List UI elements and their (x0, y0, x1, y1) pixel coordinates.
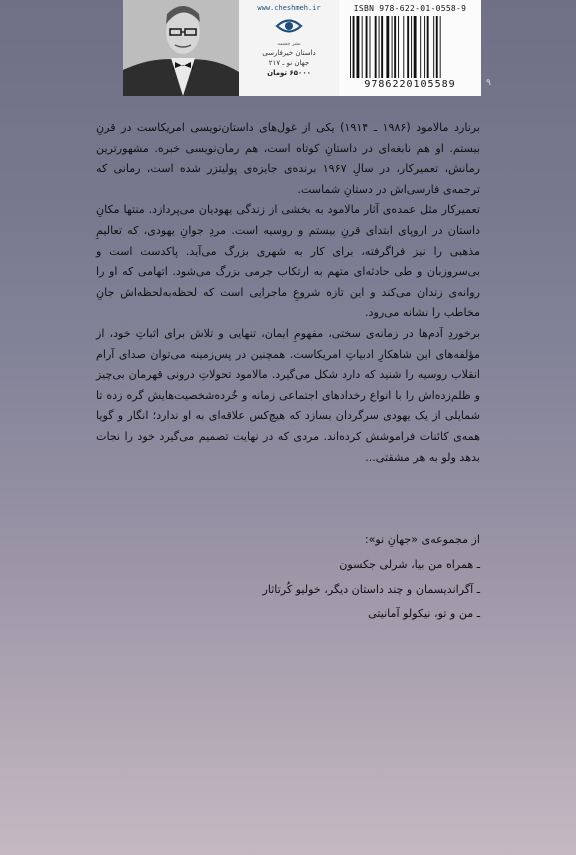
barcode-bar (381, 16, 383, 78)
series-item: ـ همراه من بیا، شرلی جکسون (339, 558, 480, 571)
barcode-digits: 9786220105589 (364, 79, 456, 90)
barcode-bar (414, 16, 417, 78)
barcode-bar (362, 16, 363, 78)
barcode-bar (398, 16, 399, 78)
barcode-block (339, 0, 481, 96)
barcode-bar (357, 16, 360, 78)
barcode-bar (436, 16, 438, 78)
barcode-bar (424, 16, 425, 78)
barcode-bar (386, 16, 389, 78)
series-genre: داستان خیرفارسی (262, 49, 316, 57)
publisher-name: نشر چشمه (277, 41, 301, 47)
publisher-block (239, 0, 339, 96)
spine-mark: ۹ (486, 78, 491, 88)
barcode-bar (440, 16, 441, 78)
description-paragraph-1: برنارد مالامود (۱۹۸۶ ـ ۱۹۱۴) یکی از غول‌های داستان‌نویسی امریکاست در قرنِ بیستم. او هم نابغه‌ای در داستانِ کوتاه است، هم رمان‌نویسی خبره. مشهورترین رمانش، تعمیرکار، در سالِ ۱۹۶۷ برنده‌ی جایزه‌ی پولیتزر شده است، رمانی که ترجمه‌ی فارسی‌اش در دستانِ شماست. (96, 121, 480, 196)
barcode-bar (375, 16, 377, 78)
barcode-bar (407, 16, 409, 78)
barcode-bar (394, 16, 396, 78)
barcode-bar (392, 16, 393, 78)
price-label: ۶۵۰۰۰ تومان (267, 69, 311, 77)
barcode-bar (370, 16, 371, 78)
publisher-url[interactable]: www.cheshmeh.ir (257, 4, 321, 12)
barcode-bar (411, 16, 412, 78)
description-paragraph-3: برخوردِ آدم‌ها در زمانه‌ی سختی، مفهومِ ایمان، تنهایی و تلاش برای اثباتِ خود، از مؤلفه‌های این شاهکارِ ادبیاتِ امریکاست. همچنین در پس‌زمینه می‌توان صدای آرام انقلاب روسیه را شنید که دارد شکل می‌گیرد. مالامود تحولاتِ درونی قهرمان بی‌چیز و ظلم‌زده‌اش را با انواع رخدادهای اجتماعی زمانه و خُرده‌شخصیت‌هایش گره زده تا شمایلی از یک یهودی سرگردان بسازد که هیچ‌کس علاقه‌ای به او ندارد؛ انگار و گویا همه‌ی کائنات فراموشش کرده‌اند. مردی که در نهایت تصمیم می‌گیرد خود را نجات بدهد ولو به هر مشقتی... (96, 326, 480, 464)
series-item: ـ آگراندیسمان و چند داستان دیگر، خولیو کُرتاثار (262, 582, 480, 596)
barcode-bar (403, 16, 404, 78)
barcode-bar (353, 16, 355, 78)
book-description (96, 118, 480, 468)
barcode-bar (420, 16, 421, 78)
barcode-bar (350, 16, 351, 78)
barcode-icon (348, 16, 472, 78)
publisher-logo-icon (274, 15, 304, 37)
description-paragraph-2: تعمیرکار مثل عمده‌ی آثار مالامود به بخشی از زندگی یهودیان می‌پردازد. منتها مکانِ داستان در اروپای ابتدای قرنِ بیستم و روسیه است. مردِ جوانِ یهودی، که تعالیمِ مذهبی را نیز فراگرفته، برای کار به شهری بزرگ می‌آید. پاکدست است و بی‌سروزبان و طی حادثه‌ای متهم به ارتکاب جرمی بزرگ می‌شود. اتهامی که او را روانه‌ی زندان می‌کند و این تازه شروعِ ماجرایی است که لحظه‌به‌لحظه‌اش جانِ مخاطب را نشانه می‌رود. (96, 203, 480, 320)
author-photo (123, 0, 239, 96)
barcode-bar (379, 16, 380, 78)
series-heading: از مجموعه‌ی «جهانِ نو»: (364, 533, 480, 546)
series-item: ـ من و تو، نیکولو آمانیتی (368, 607, 480, 620)
series-code: جهان نو ـ ۲۱۷ (268, 59, 310, 67)
barcode-bar (433, 16, 434, 78)
isbn-label: ISBN 978-622-01-0558-9 (353, 4, 467, 13)
barcode-bar (366, 16, 368, 78)
barcode-bar (427, 16, 429, 78)
series-list (96, 553, 480, 627)
